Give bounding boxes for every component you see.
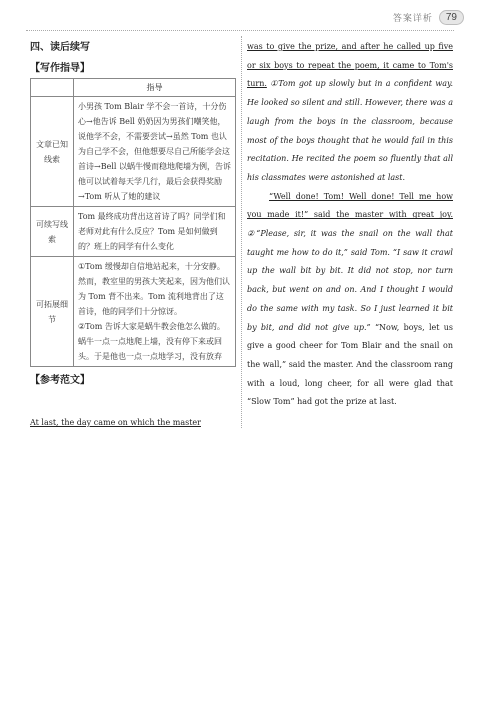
header-rule bbox=[26, 30, 454, 31]
detail-item-2: ②Tom 告诉大家是蜗牛教会他怎么做的。蜗牛一点一点地爬上墙，没有停下来或回头。于是他也一点一点地学习，没有放弃 bbox=[78, 322, 225, 361]
guide-header-blank bbox=[31, 79, 74, 97]
detail-item-1: ①Tom 缓慢却自信地站起来，十分安静。然而，教室里的男孩大笑起来，因为他们认为 Tom 背不出来。Tom 流利地背出了这首诗，他的同学们十分惊讶。 bbox=[78, 262, 230, 316]
essay-p2-underlined: “Well done! Tom! Well done! Tell me how you made it!” said the master with great joy. bbox=[247, 191, 453, 220]
essay-p1-underlined-start: At last, the day came on which the master bbox=[30, 418, 201, 427]
page-number-badge: 79 bbox=[439, 10, 464, 25]
row-content-continue: Tom 最终成功背出这首诗了吗？同学们和老师对此有什么反应？Tom 是如何做到的？班上的同学有什么变化 bbox=[74, 207, 236, 257]
right-column bbox=[247, 38, 453, 412]
guide-table bbox=[30, 78, 236, 367]
row-content-known: 小男孩 Tom Blair 学不会一首诗，十分伤心→他告诉 Bell 奶奶因为男孩们嘲笑他，说他学不会，不需要尝试→虽然 Tom 也认为自己学不会，但他想要尽自己所能学会这首诗→Bell 以蜗牛慢而稳地爬墙为例，告诉他可以试着每天学几行，最后会获得奖励→Tom 听从了她的建议 bbox=[74, 97, 236, 207]
guide-title: 【写作指导】 bbox=[30, 63, 90, 74]
essay-paragraph-1 bbox=[247, 38, 453, 188]
essay-body bbox=[247, 38, 453, 412]
row-label-known: 文章已知线索 bbox=[31, 97, 74, 207]
essay-p1-underlined: was to give the prize, and after he called up five or six boys to repeat the poem, it came to Tom's turn. bbox=[247, 42, 453, 89]
section-title: 四、读后续写 bbox=[30, 42, 90, 53]
guide-header: 指导 bbox=[74, 79, 236, 97]
essay-paragraph-2 bbox=[247, 188, 453, 412]
essay-p2-ending: “Now, boys, let us give a good cheer for Tom Blair and the snail on the wall,” said the master. And the classroom rang with a loud, long cheer, for all were glad that “Slow Tom” had got the prize at last. bbox=[247, 322, 454, 407]
row-label-details: 可拓展细节 bbox=[31, 257, 74, 367]
essay-p1-italic: ①Tom got up slowly but in a confident way. He looked so silent and still. However, there was a laugh from the boys in the classroom, because most of the boys thought that he would fail in this recitation. He recited the poem so fluently that all his classmates were astonished at last. bbox=[247, 79, 453, 182]
left-column bbox=[30, 38, 236, 390]
sample-title: 【参考范文】 bbox=[30, 375, 90, 386]
row-label-continue: 可续写线索 bbox=[31, 207, 74, 257]
essay-p2-italic: ②“Please, sir, it was the snail on the wall that taught me how to do it,” said Tom. “I saw it crawl up the wall bit by bit. It did not stop, nor turn back, but went on and on. And I thought I would do the same with my task. So I just learned it bit by bit, and did not give up.” bbox=[247, 229, 453, 332]
page-header bbox=[393, 10, 464, 25]
guide-row-known bbox=[31, 97, 236, 207]
essay-left-block bbox=[30, 412, 236, 432]
guide-row-continue bbox=[31, 207, 236, 257]
header-label: 答案详析 bbox=[392, 14, 433, 24]
row-content-details bbox=[74, 257, 236, 367]
guide-row-details bbox=[31, 257, 236, 367]
guide-header-row bbox=[31, 79, 236, 97]
column-divider bbox=[241, 36, 242, 428]
essay-p1-start bbox=[30, 414, 236, 432]
